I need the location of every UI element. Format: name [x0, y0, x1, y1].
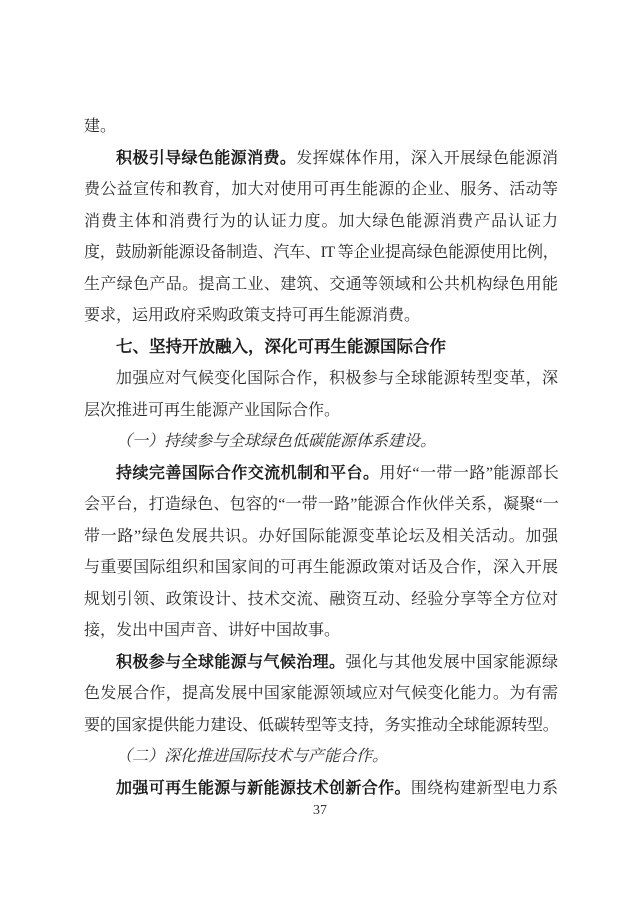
text-line: [84, 458, 558, 490]
subsection-heading: [84, 426, 558, 458]
text-line: [84, 143, 558, 175]
text-line: [84, 395, 558, 427]
text-line: [84, 174, 558, 206]
text-segment: 加强应对气候变化国际合作，积极参与全球能源转型变革，深: [116, 370, 558, 387]
text-line: [84, 237, 558, 269]
text-line: [84, 521, 558, 553]
text-segment: 持续完善国际合作交流机制和平台。: [116, 464, 380, 482]
text-segment: 生产绿色产品。提高工业、建筑、交通等领域和公共机构绿色用能: [84, 275, 558, 293]
text-line: [84, 710, 558, 742]
subsection-heading: [84, 741, 558, 773]
section-heading: [84, 332, 558, 364]
text-segment: 会平台，打造绿色、包容的“一带一路”能源合作伙伴关系，凝聚“一: [84, 496, 558, 513]
text-segment: 要求，运用政府采购政策支持可再生能源消费。: [84, 307, 421, 324]
text-segment: 发挥媒体作用，深入开展绿色能源消: [296, 149, 558, 167]
text-line: [84, 269, 558, 301]
text-segment: 度，鼓励新能源设备制造、汽车、IT 等企业提高绿色能源使用比例，: [84, 244, 558, 261]
text-segment: 带一路”绿色发展共识。办好国际能源变革论坛及相关活动。加强: [84, 527, 558, 545]
text-line: [84, 678, 558, 710]
text-segment: 七、坚持开放融入，深化可再生能源国际合作: [116, 337, 446, 356]
text-line: [84, 206, 558, 238]
text-segment: 强化与其他发展中国家能源绿: [345, 653, 558, 671]
text-segment: 积极引导绿色能源消费。: [116, 149, 297, 167]
text-segment: 规划引领、政策设计、技术交流、融资互动、经验分享等全方位对: [84, 590, 558, 608]
text-segment: 费公益宣传和教育，加大对使用可再生能源的企业、服务、活动等: [84, 181, 558, 198]
page-number: 37: [313, 803, 327, 818]
text-segment: 要的国家提供能力建设、低碳转型等支持，务实推动全球能源转型。: [84, 716, 558, 734]
text-segment: 围绕构建新型电力系: [410, 779, 558, 797]
text-segment: 用好“一带一路”能源部长: [379, 464, 558, 482]
text-line: [84, 552, 558, 584]
text-line: [84, 647, 558, 679]
text-segment: 加强可再生能源与新能源技术创新合作。: [116, 779, 411, 797]
text-segment: 色发展合作，提高发展中国家能源领域应对气候变化能力。为有需: [84, 685, 558, 702]
text-segment: 消费主体和消费行为的认证力度。加大绿色能源消费产品认证力: [84, 212, 558, 230]
text-segment: 建。: [84, 118, 117, 135]
text-segment: 接，发出中国声音、讲好中国故事。: [84, 622, 341, 639]
text-line: [84, 489, 558, 521]
text-line: [84, 111, 558, 143]
text-line: [84, 584, 558, 616]
page-body: [84, 111, 558, 804]
text-line: [84, 363, 558, 395]
text-segment: （一）持续参与全球绿色低碳能源体系建设。: [116, 433, 437, 450]
text-segment: 积极参与全球能源与气候治理。: [116, 653, 346, 671]
text-segment: 与重要国际组织和国家间的可再生能源政策对话及合作，深入开展: [84, 559, 558, 576]
text-line: [84, 773, 558, 805]
text-segment: 层次推进可再生能源产业国际合作。: [84, 401, 341, 419]
text-segment: （二）深化推进国际技术与产能合作。: [116, 748, 389, 765]
text-line: [84, 300, 558, 332]
text-line: [84, 615, 558, 647]
